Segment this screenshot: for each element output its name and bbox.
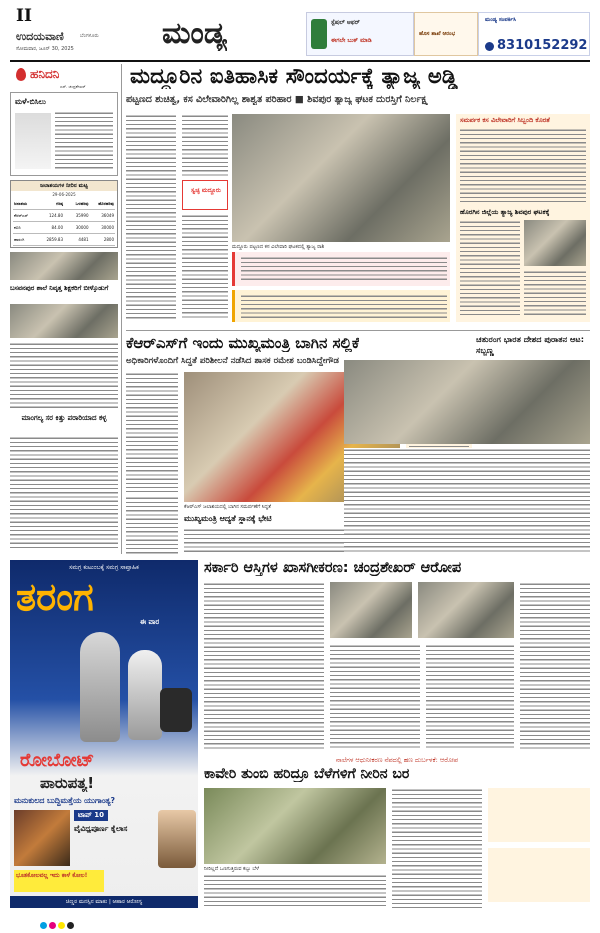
table-title: ಜಲಾಶಯಗಳ ನೀರಿನ ಮಟ್ಟ xyxy=(11,181,117,191)
table-date: 29-06-2025 xyxy=(52,192,76,197)
cover-line-2: ಪಾರುಪತ್ಯ! xyxy=(40,774,95,792)
cauvery-body xyxy=(392,788,482,908)
lead-headline[interactable]: ಮದ್ದೂರಿನ ಐತಿಹಾಸಿಕ ಸೌಂದರ್ಯಕ್ಕೆ ತ್ಯಾಜ್ಯ ಅಡ್ಡಿ xyxy=(130,64,458,88)
brand-byline: ಎಸ್. ಚಂದ್ರಶೇಖರ್ xyxy=(60,84,86,89)
ad-phone-number: 8310152292 xyxy=(497,38,588,53)
cauvery-body xyxy=(204,874,386,908)
garbage-photo xyxy=(232,114,450,242)
section-rule xyxy=(126,330,590,331)
govt-body-col3 xyxy=(426,644,514,750)
table-cell: ಒಳಹರಿವು xyxy=(75,201,89,206)
krs-body-col1b xyxy=(126,496,178,554)
table-cell: 124.80 xyxy=(49,213,63,218)
table-cell: 30000 xyxy=(101,225,114,230)
story-photo xyxy=(10,304,118,338)
bhoota-text: ಭೂತಕೋಲವಲ್ಲ ಇದು ಕಾಳೆ ಕೋಲ! xyxy=(16,872,88,879)
story-body xyxy=(10,342,118,408)
registration-marks xyxy=(40,914,580,924)
table-cell: ಗರಿಷ್ಠ xyxy=(56,201,63,206)
quote-box xyxy=(10,92,118,176)
hanidani-logo xyxy=(10,64,118,86)
ad-tagline: ಸಮಗ್ರ ಕುಟುಂಬಕ್ಕೆ ಸಮಗ್ರ ಸಾಪ್ತಾಹಿಕ xyxy=(69,564,139,571)
badge-text: ಸ್ವಚ್ಛ ಮದ್ದೂರು xyxy=(191,187,221,194)
left-column xyxy=(10,64,118,554)
top10-label: ಟಾಪ್ 10 xyxy=(74,810,108,821)
box-text xyxy=(524,270,586,318)
brand-name: ಹನಿದನಿ xyxy=(30,67,60,81)
chess-headline[interactable]: ಚತುರಂಗ ಭಾರತ ದೇಶದ ಪುರಾತನ ಆಟ: ಸಬ್ಬಣ್ಣ xyxy=(476,334,585,355)
ad-phone-icon xyxy=(311,19,327,49)
cauvery-quote-box xyxy=(488,788,590,842)
table-cell: ಹೊರಹರಿವು xyxy=(98,201,114,206)
taranga-title: ತರಂಗ xyxy=(16,574,94,619)
highlight-text xyxy=(241,256,447,282)
chess-photo xyxy=(344,360,590,444)
table-row xyxy=(13,234,115,246)
table-cell: ಕೆಆರ್‌ಎಸ್ xyxy=(14,213,28,218)
quote-text xyxy=(55,111,113,169)
sidebar-box xyxy=(456,114,590,322)
box-head: ಹೊರಗಿನ ಜಿಲ್ಲೆಯ ತ್ಯಾಜ್ಯ ಶಿವಪುರ ಘಟಕಕ್ಕೆ xyxy=(460,208,550,216)
highlight-text xyxy=(241,294,447,318)
section-title: ಮಂಡ್ಯ xyxy=(162,16,228,51)
highlight-box xyxy=(232,252,450,286)
cover-line-3: ಮನುಕುಲದ ಬುದ್ಧಿಮತ್ತೆಯ ಯುಗಾಂತ್ಯ? xyxy=(14,796,116,805)
govt-body-col4 xyxy=(520,582,590,750)
top10-text: ವೈವಿಧ್ಯಪೂರ್ಣ ಕೈಲಾಸ xyxy=(74,824,128,833)
top10-box xyxy=(74,810,154,854)
lead-subhead: ಪಟ್ಟಣದ ಶುಚಿತ್ವ, ಕಸ ವಿಲೇವಾರಿಗಿಲ್ಲ ಶಾಶ್ವತ ಪರಿಹಾರ ■ ಶಿವಪುರ ತ್ಯಾಜ್ಯ ಘಟಕ ದುರಸ್ತಿಗೆ ನಿರ್ಲಕ್ಷ್ಯ xyxy=(126,94,429,105)
lead-body-col2 xyxy=(182,114,228,176)
deity-photo xyxy=(14,810,70,866)
ad-line: ಈಗಲೇ ಬುಕ್ ಮಾಡಿ xyxy=(331,37,372,44)
paper-name: ಉದಯವಾಣಿ xyxy=(16,30,64,43)
masthead-ad-contact[interactable] xyxy=(478,12,590,56)
govt-photo xyxy=(418,582,514,638)
swachh-badge xyxy=(182,180,228,210)
ad-line: ಸ್ಪೆಷಲ್ ಆಫರ್ xyxy=(331,19,360,26)
page-number: II xyxy=(16,6,32,26)
cauvery-story xyxy=(204,756,590,908)
table-cell: 30000 xyxy=(75,225,89,230)
table-cell: 35990 xyxy=(75,213,89,218)
school-photo xyxy=(10,252,118,280)
robot-dog xyxy=(160,688,192,732)
robot-figure xyxy=(128,650,162,740)
govt-body-col2 xyxy=(330,644,420,750)
plant-photo xyxy=(524,220,586,266)
city-label: ಬೆಂಗಳೂರು xyxy=(80,33,99,39)
photo-caption: ಮದ್ದೂರು ಪಟ್ಟಣದ ಕಸ ವಿಲೇವಾರಿ ಘಟಕದಲ್ಲಿ ತ್ಯಾಜ್ಯ ರಾಶಿ xyxy=(232,244,325,250)
bhoota-box xyxy=(14,870,104,892)
column-rule xyxy=(121,64,122,554)
table-cell: 4481 xyxy=(78,237,89,242)
table-cell: 84.00 xyxy=(51,225,63,230)
taranga-subtitle: ಈ ವಾರ xyxy=(140,618,160,626)
table-cell: ಹಾರಂಗಿ xyxy=(14,237,25,242)
drop-icon xyxy=(16,68,26,81)
box-text xyxy=(460,220,520,318)
highlight-box xyxy=(232,290,450,322)
cartoon xyxy=(15,113,51,169)
masthead-rule xyxy=(10,60,590,62)
box-text xyxy=(460,128,586,202)
govt-headline[interactable]: ಸರ್ಕಾರಿ ಆಸ್ತಿಗಳ ಖಾಸಗೀಕರಣ: ಚಂದ್ರಶೇಖರ್ ಆರೋಪ xyxy=(204,560,462,576)
phone-icon xyxy=(485,42,494,51)
krs-caption: ಕೆಆರ್‌ಎಸ್ ಜಲಾಶಯದಲ್ಲಿ ಬಾಗಿನ ಸಮರ್ಪಣೆಗೆ ಸಿದ್ಧತೆ xyxy=(184,504,271,510)
ad-line: ಮಂಡ್ಯ ಸಂಪರ್ಕಿಸಿ xyxy=(485,17,517,23)
table-cell: ಕಬಿನಿ xyxy=(14,225,21,230)
chess-body xyxy=(344,448,590,554)
krs-sub-head: ಮುಖ್ಯಮಂತ್ರಿ ಆದ್ಯತೆ ಸ್ಥಾನಕ್ಕೆ ಭೇಟಿ xyxy=(184,514,272,523)
masthead xyxy=(0,0,600,60)
table-cell: ಜಲಾಶಯ xyxy=(14,201,28,206)
krs-body-col1 xyxy=(126,372,178,492)
table-grid xyxy=(13,198,115,246)
masthead-ad-offer[interactable] xyxy=(306,12,414,56)
robot-figure xyxy=(80,632,120,742)
krs-subhead: ಅಧಿಕಾರಿಗಳೊಂದಿಗೆ ಸಿದ್ಧತೆ ಪರಿಶೀಲನೆ ನಡೆಸಿದ ಶಾಸಕ ರಮೇಶ ಬಂಡಿಸಿದ್ದೇಗೌಡ xyxy=(126,356,339,366)
govt-body-col1 xyxy=(204,582,324,750)
table-cell: 2800 xyxy=(103,237,114,242)
reservoir-table xyxy=(10,180,118,248)
cauvery-kicker: ನಾಲೆಗಳ ಆಧುನೀಕರಣ ನೆಪದಲ್ಲಿ ಹಣ ದುರ್ಬಳಕೆ: ಆರೋಪ xyxy=(335,756,459,764)
table-cell: 36049 xyxy=(101,213,114,218)
chess-story xyxy=(476,334,590,554)
govt-story xyxy=(204,560,590,750)
story-head: ಮಾಂಗಲ್ಯ ಸರ ಕಿತ್ತು ಪರಾರಿಯಾದ ಕಳ್ಳ xyxy=(21,414,107,422)
cauvery-caption: ನೀರಿಲ್ಲದೆ ಒಣಗುತ್ತಿರುವ ಕಬ್ಬು ಬೆಳೆ xyxy=(204,866,259,872)
cauvery-quote-box xyxy=(488,848,590,902)
box-head: ಸಮರ್ಪಕ ಕಸ ವಿಲೇವಾರಿಗೆ ಸಿಬ್ಬಂದಿ ಕೊರತೆ xyxy=(460,116,550,124)
ad-line: ಹೊಸ ಶಾಖೆ ಆರಂಭ xyxy=(419,31,456,37)
person-photo xyxy=(158,810,196,868)
cauvery-photo xyxy=(204,788,386,864)
govt-photo xyxy=(330,582,412,638)
masthead-ad-branch[interactable] xyxy=(414,12,478,56)
taranga-ad[interactable] xyxy=(10,560,198,908)
story-head: ಬಸವನಪುರ ಶಾಲೆ ನಿವೃತ್ತ ಶಿಕ್ಷಕರಿಗೆ ಬೀಳ್ಕೊಡುಗೆ xyxy=(10,284,109,292)
story-body xyxy=(10,436,118,548)
ad-footer: ಚಿಣ್ಣರ ಮನಸ್ಸಿನ ಮಾತು | ಆಹಾರ ಆರೋಗ್ಯ xyxy=(10,896,198,908)
lead-body-col1 xyxy=(126,114,176,320)
cover-line-1: ರೋಬೋಟ್ xyxy=(20,750,95,771)
quote-title: ಮಳೆ-ಬಿಸಿಲು xyxy=(15,97,46,106)
table-cell: 2859.83 xyxy=(46,237,63,242)
table-header-row xyxy=(13,198,115,210)
lead-body-col2b xyxy=(182,214,228,320)
krs-headline[interactable]: ಕೆಆರ್‌ಎಸ್‌ಗೆ ಇಂದು ಮುಖ್ಯಮಂತ್ರಿ ಬಾಗಿನ ಸಲ್ಲಿಕೆ xyxy=(126,334,360,352)
date-line: ಸೋಮವಾರ, ಜೂನ್ 30, 2025 xyxy=(16,46,74,52)
lead-story xyxy=(126,64,590,328)
table-row xyxy=(13,222,115,234)
table-row xyxy=(13,210,115,222)
cauvery-headline[interactable]: ಕಾವೇರಿ ತುಂಬಿ ಹರಿದ್ರೂ ಬೆಳೆಗಳಿಗೆ ನೀರಿನ ಬರ xyxy=(204,766,410,782)
